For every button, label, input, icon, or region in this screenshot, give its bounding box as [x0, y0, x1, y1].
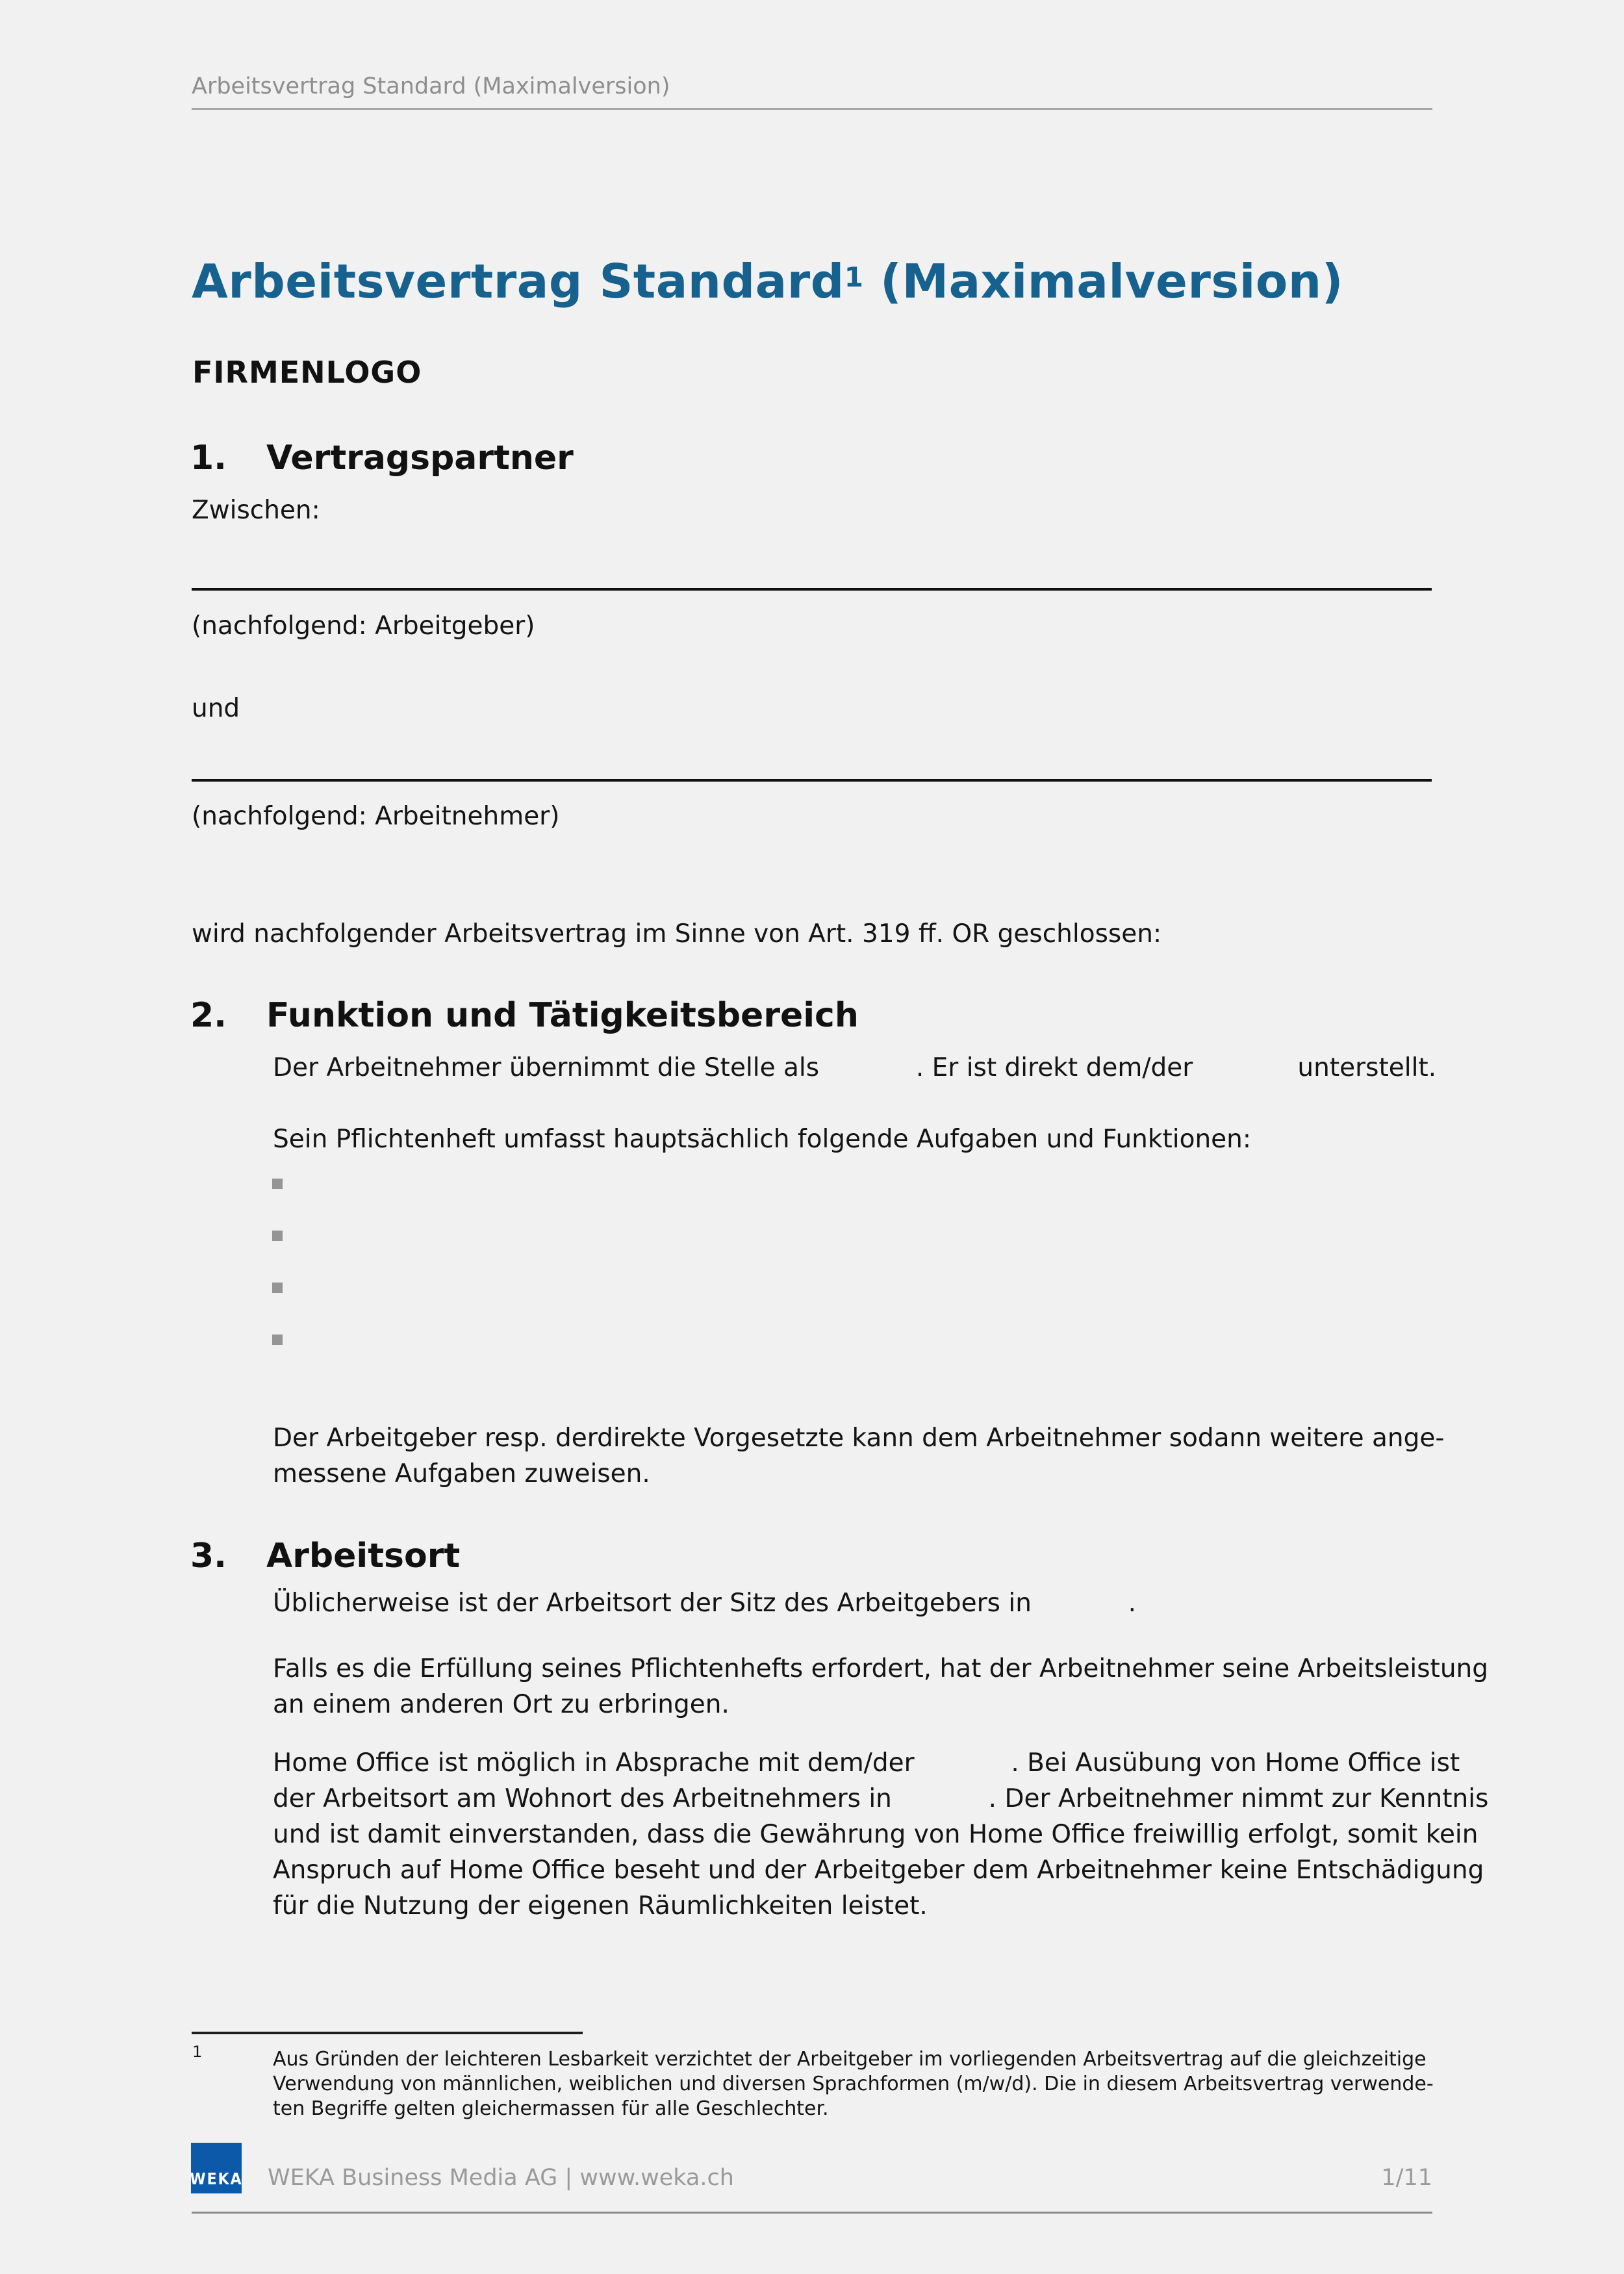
- company-logo-placeholder: FIRMENLOGO: [192, 355, 422, 390]
- duty-bullet-square: [272, 1335, 283, 1345]
- home-office-paragraph: [273, 1745, 1488, 1924]
- footnote-text: [273, 2047, 1434, 2121]
- employer-caption: (nachfolgend: Arbeitgeber): [192, 611, 535, 641]
- duties-intro-paragraph: Sein Pflichtenheft umfasst hauptsächlich folgende Aufgaben und Funktionen:: [273, 1125, 1252, 1154]
- header-rule: [192, 108, 1432, 110]
- other-location-line-2: an einem anderen Ort zu erbringen.: [273, 1690, 730, 1719]
- employer-blank-line: [192, 588, 1432, 591]
- other-location-line-1: Falls es die Erfüllung seines Pflichtenhefts erfordert, hat der Arbeitnehmer seine Arbeitsleistung: [273, 1654, 1489, 1683]
- additional-tasks-line-1: Der Arbeitgeber resp. derdirekte Vorgesetzte kann dem Arbeitnehmer sodann weitere ange-: [273, 1424, 1445, 1453]
- section-3-number: 3.: [190, 1537, 227, 1576]
- duty-bullet-square: [272, 1231, 283, 1241]
- employee-blank-line: [192, 779, 1432, 782]
- footer-rule: [192, 2212, 1432, 2214]
- home-office-line-1: Home Office ist möglich in Absprache mit dem/der . Bei Ausübung von Home Office ist: [273, 1748, 1460, 1778]
- section-1-heading: [190, 438, 574, 478]
- section-2-number: 2.: [190, 996, 227, 1035]
- section-2-title: Funktion und Tätigkeitsbereich: [266, 996, 859, 1035]
- additional-tasks-line-2: messene Aufgaben zuweisen.: [273, 1459, 650, 1488]
- home-office-line-4: Anspruch auf Home Office beseht und der Arbeitgeber dem Arbeitnehmer keine Entschädigung: [273, 1856, 1484, 1885]
- document-title: [192, 255, 1343, 308]
- contract-conclusion-clause: wird nachfolgender Arbeitsvertrag im Sinne von Art. 319 ff. OR geschlossen:: [192, 919, 1162, 949]
- running-header: Arbeitsvertrag Standard (Maximalversion): [192, 73, 670, 99]
- weka-logo: [191, 2143, 242, 2193]
- conjunction-und: und: [192, 694, 240, 723]
- footnote-separator-rule: [192, 2032, 583, 2034]
- section-1-number: 1.: [190, 439, 227, 478]
- home-office-line-5: für die Nutzung der eigenen Räumlichkeiten leistet.: [273, 1891, 928, 1921]
- footnote-line-3: ten Begriffe gelten gleichermassen für alle Geschlechter.: [273, 2097, 829, 2120]
- additional-tasks-paragraph: [273, 1420, 1444, 1492]
- section-3-heading: [190, 1536, 460, 1576]
- footnote-line-2: Verwendung von männlichen, weiblichen und diversen Sprachformen (m/w/d). Die in diesem Arbeitsvertrag verwende-: [273, 2073, 1434, 2095]
- footer-page-number: 1/11: [1381, 2165, 1432, 2191]
- footnote-reference-superscript: 1: [844, 261, 864, 293]
- footnote-line-1: Aus Gründen der leichteren Lesbarkeit verzichtet der Arbeitgeber im vorliegenden Arbeitsvertrag auf die gleichzeitige: [273, 2048, 1427, 2071]
- employee-caption: (nachfolgend: Arbeitnehmer): [192, 802, 560, 831]
- duty-bullet-square: [272, 1283, 283, 1293]
- document-title-text: Arbeitsvertrag Standard: [192, 254, 844, 309]
- duty-bullet-square: [272, 1179, 283, 1189]
- section-2-heading: [190, 995, 859, 1036]
- document-title-suffix: (Maximalversion): [863, 254, 1344, 309]
- footnote-marker: 1: [192, 2043, 203, 2061]
- weka-logo-text: WEKA: [190, 2170, 243, 2190]
- role-assignment-paragraph: Der Arbeitnehmer übernimmt die Stelle als . Er ist direkt dem/der unterstellt.: [273, 1053, 1437, 1082]
- workplace-paragraph: Üblicherweise ist der Arbeitsort der Sitz des Arbeitgebers in .: [273, 1589, 1137, 1618]
- section-1-title: Vertragspartner: [266, 439, 574, 478]
- other-location-paragraph: [273, 1651, 1488, 1722]
- intro-zwischen-label: Zwischen:: [192, 496, 320, 525]
- home-office-line-3: und ist damit einverstanden, dass die Gewährung von Home Office freiwillig erfolgt, somit kein: [273, 1820, 1478, 1849]
- section-3-title: Arbeitsort: [266, 1537, 461, 1576]
- footer-company-text: WEKA Business Media AG | www.weka.ch: [268, 2165, 734, 2191]
- home-office-line-2: der Arbeitsort am Wohnort des Arbeitnehmers in . Der Arbeitnehmer nimmt zur Kenntnis: [273, 1784, 1489, 1813]
